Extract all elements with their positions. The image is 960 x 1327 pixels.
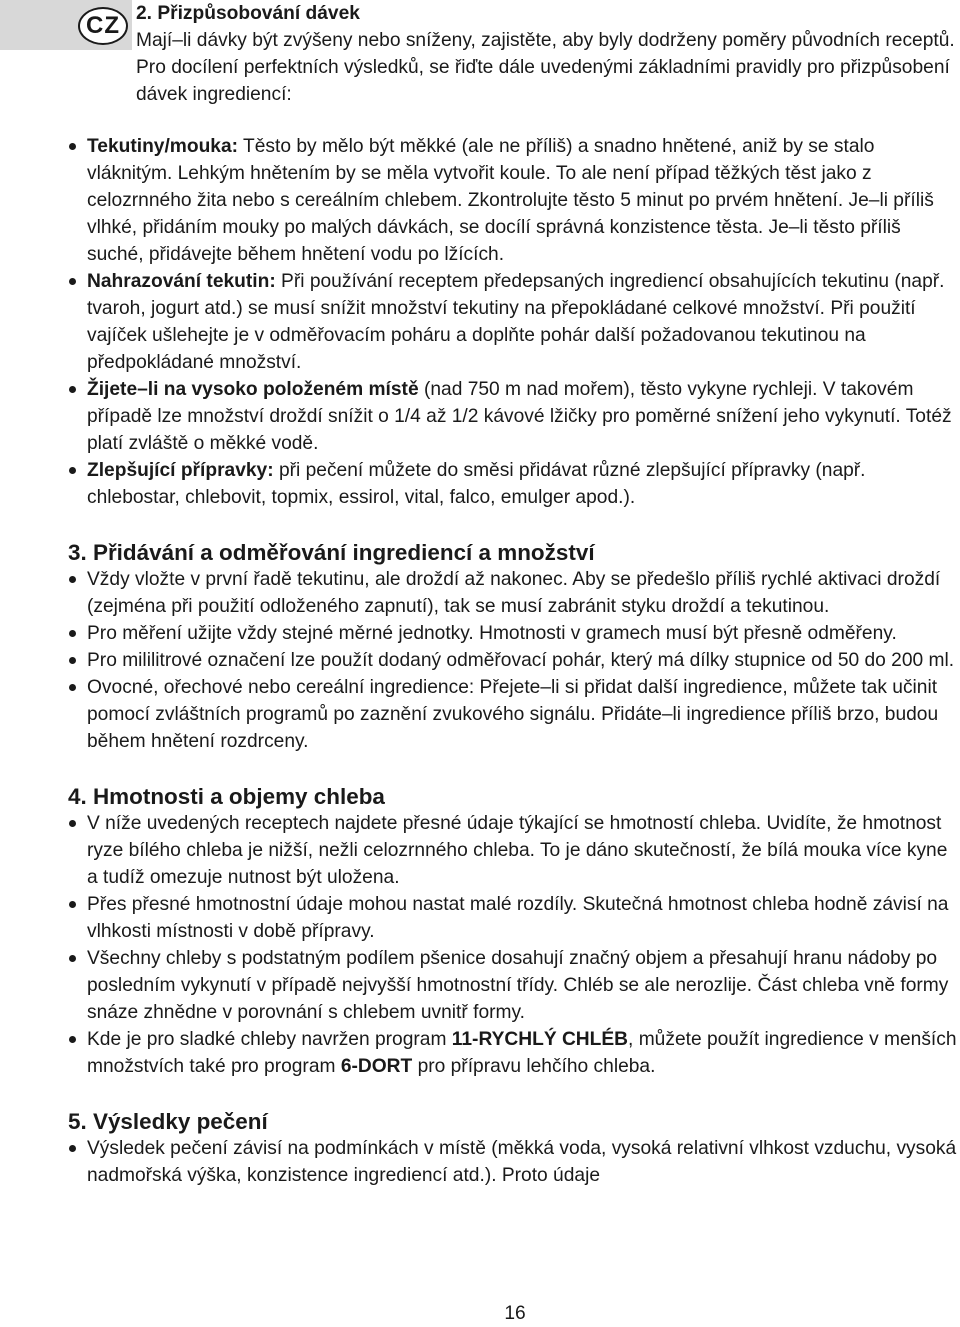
list-item: Vždy vložte v první řadě tekutinu, ale droždí až nakonec. Aby se předešlo příliš rychlé aktivaci droždí (zejména při použití odloženého zapnutí), tak se musí zabránit styku droždí a tekutinou. — [68, 566, 960, 620]
item-text: pro přípravu lehčího chleba. — [412, 1056, 656, 1077]
list-item — [68, 457, 960, 511]
page-content — [68, 0, 960, 1189]
item-text: Těsto by mělo být měkké (ale ne příliš) a snadno hnětené, aniž by se stalo vláknitým. Lehkým hnětením by se měla vytvořit koule. To ale není případ těžkých těst jako z celozrnného žita nebo s cereálním chlebem. Zkontrolujte těsto 5 minut po prvém hnětení. Je–li příliš vlhké, přidáním mouky po malých dávkách, se docílí správná konzistence těsta. Je–li těsto příliš suché, přidávejte během hnětení vodu po lžících. — [87, 136, 934, 265]
section-5-list — [68, 1135, 960, 1189]
list-item: Přes přesné hmotnostní údaje mohou nastat malé rozdíly. Skutečná hmotnost chleba hodně závisí na vlhkosti místnosti v době přípravy. — [68, 891, 960, 945]
section-3-title: 3. Přidávání a odměřování ingrediencí a množství — [68, 540, 595, 565]
section-2-intro: Mají–li dávky být zvýšeny nebo sníženy, zajistěte, aby byly dodrženy poměry původních receptů. Pro docílení perfektních výsledků, se řiďte dále uvedenými základními pravidly pro přizpůsobení dávek ingrediencí: — [136, 30, 955, 105]
section-2-list — [68, 133, 960, 511]
section-4-title: 4. Hmotnosti a objemy chleba — [68, 784, 385, 809]
item-label: Zlepšující přípravky: — [87, 460, 274, 481]
item-text: Kde je pro sladké chleby navržen program — [87, 1029, 452, 1050]
list-item: Ovocné, ořechové nebo cereální ingredience: Přejete–li si přidat další ingredience, můžete tak učinit pomocí zvláštních programů po zaznění zvukového signálu. Přidáte–li ingredience příliš brzo, budou během hnětení rozdrceny. — [68, 674, 960, 755]
list-item: Výsledek pečení závisí na podmínkách v místě (měkká voda, vysoká relativní vlhkost vzduchu, vysoká nadmořská výška, konzistence ingrediencí atd.). Proto údaje — [68, 1135, 960, 1189]
list-item — [68, 376, 960, 457]
item-label: Tekutiny/mouka: — [87, 136, 239, 157]
item-text: při pečení můžete do směsi přidávat různé zlepšující přípravky (např. chlebostar, chlebovit, topmix, essirol, vital, falco, emulger apod.). — [87, 460, 866, 508]
item-text: (nad 750 m nad mořem), těsto vykyne rychleji. V takovém případě lze množství droždí snížit o 1/4 až 1/2 kávové lžičky pro poměrné snížení jeho vykynutí. Totéž platí zvláště o měkké vodě. — [87, 379, 952, 454]
item-text: , můžete použít ingredience v menších množstvích také pro program — [87, 1029, 957, 1077]
item-label: Nahrazování tekutin: — [87, 271, 276, 292]
program-name: 6-DORT — [340, 1056, 413, 1077]
list-item — [68, 1026, 960, 1080]
section-2-title: 2. Přizpůsobování dávek — [136, 3, 360, 24]
program-name: 11-RYCHLÝ CHLÉB — [451, 1029, 629, 1050]
list-item: Všechny chleby s podstatným podílem pšenice dosahují značný objem a přesahují hranu nádoby po posledním vykynutí v případě nejvyšší hmotnostní třídy. Chléb se ale nerozlije. Část chleba vně formy snáze zhnědne v porovnání s chlebem uvnitř formy. — [68, 945, 960, 1026]
list-item: Pro měření užijte vždy stejné měrné jednotky. Hmotnosti v gramech musí být přesně odměřeny. — [68, 620, 960, 647]
list-item — [68, 268, 960, 376]
language-badge: CZ — [78, 7, 128, 45]
section-5-title: 5. Výsledky pečení — [68, 1109, 268, 1134]
list-item — [68, 133, 960, 268]
section-4-list — [68, 810, 960, 1080]
item-label: Žijete–li na vysoko položeném místě — [87, 379, 419, 400]
page-number: 16 — [504, 1303, 526, 1324]
list-item: Pro mililitrové označení lze použít dodaný odměřovací pohár, který má dílky stupnice od 50 do 200 ml. — [68, 647, 960, 674]
section-3-list — [68, 566, 960, 755]
item-text: Při používání receptem předepsaných ingrediencí obsahujících tekutinu (např. tvaroh, jogurt atd.) se musí snížit množství tekutiny na přepokládané celkové množství. Při použití vajíček ušlehejte je v odměřovacím poháru a doplňte pohár další požadovanou tekutinou na předpokládané množství. — [87, 271, 945, 373]
list-item: V níže uvedených receptech najdete přesné údaje týkající se hmotností chleba. Uvidíte, že hmotnost ryze bílého chleba je nižší, nežli celozrnného chleba. To je dáno skutečností, že bílá mouka více kyne a tudíž omezuje nutnost být uložena. — [68, 810, 960, 891]
